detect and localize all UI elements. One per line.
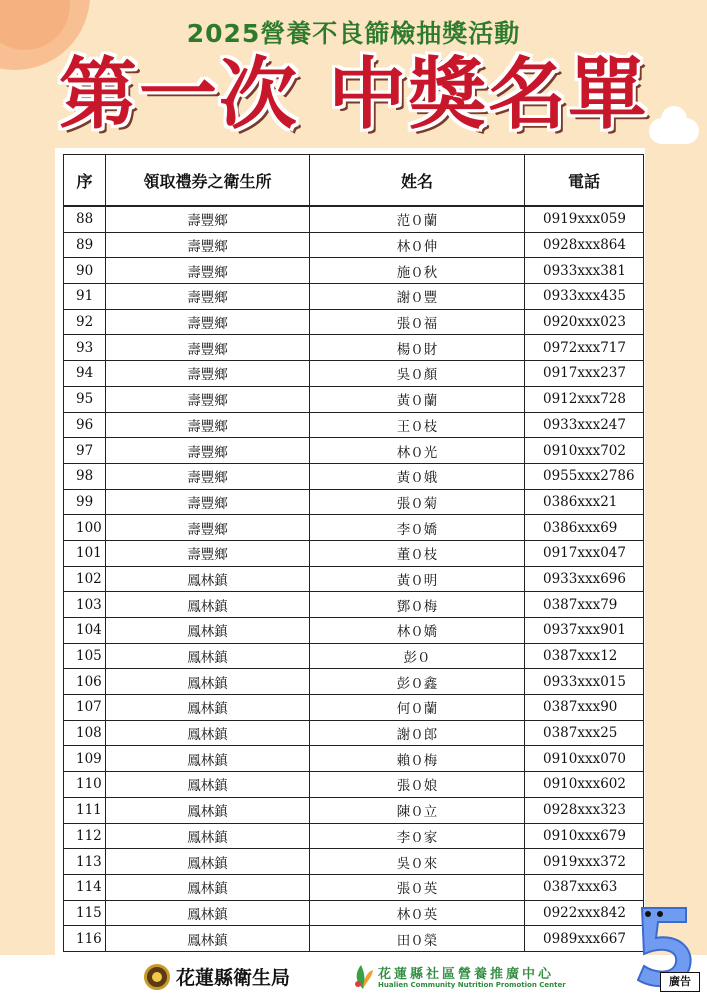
health-station-cell: 壽豐鄉 <box>106 284 310 310</box>
health-station-cell: 壽豐鄉 <box>106 206 310 232</box>
row-number: 113 <box>64 849 106 875</box>
column-header-phone: 電話 <box>525 155 644 207</box>
health-station-cell: 鳳林鎮 <box>106 592 310 618</box>
column-header-number: 序 <box>64 155 106 207</box>
row-number: 97 <box>64 438 106 464</box>
row-number: 108 <box>64 720 106 746</box>
table-row <box>64 438 644 464</box>
table-row <box>64 823 644 849</box>
winner-name-cell: 王０枝 <box>310 412 525 438</box>
health-station-cell: 壽豐鄉 <box>106 309 310 335</box>
table-row <box>64 669 644 695</box>
row-number: 111 <box>64 797 106 823</box>
health-station-cell: 壽豐鄉 <box>106 438 310 464</box>
row-number: 89 <box>64 232 106 258</box>
health-station-cell: 壽豐鄉 <box>106 386 310 412</box>
row-number: 106 <box>64 669 106 695</box>
row-number: 91 <box>64 284 106 310</box>
nutrition-center-name: 花蓮縣社區營養推廣中心 <box>378 967 555 982</box>
winner-name-cell: 彭０鑫 <box>310 669 525 695</box>
phone-cell: 0920xxx023 <box>525 309 644 335</box>
winner-name-cell: 謝０豐 <box>310 284 525 310</box>
row-number: 92 <box>64 309 106 335</box>
nutrition-center-english-name: Hualien Community Nutrition Promotion Center <box>378 981 566 989</box>
row-number: 90 <box>64 258 106 284</box>
winner-name-cell: 董０枝 <box>310 540 525 566</box>
table-row <box>64 258 644 284</box>
health-station-cell: 壽豐鄉 <box>106 515 310 541</box>
table-row <box>64 361 644 387</box>
table-row <box>64 540 644 566</box>
health-station-cell: 鳳林鎮 <box>106 720 310 746</box>
table-row <box>64 386 644 412</box>
row-number: 99 <box>64 489 106 515</box>
table-row <box>64 592 644 618</box>
winner-name-cell: 李０嬌 <box>310 515 525 541</box>
health-station-cell: 壽豐鄉 <box>106 463 310 489</box>
row-number: 105 <box>64 643 106 669</box>
row-number: 107 <box>64 695 106 721</box>
table-row <box>64 874 644 900</box>
health-station-cell: 鳳林鎮 <box>106 643 310 669</box>
phone-cell: 0972xxx717 <box>525 335 644 361</box>
winner-name-cell: 張０娘 <box>310 772 525 798</box>
winner-name-cell: 楊０財 <box>310 335 525 361</box>
winner-name-cell: 張０福 <box>310 309 525 335</box>
table-row <box>64 746 644 772</box>
phone-cell: 0919xxx372 <box>525 849 644 875</box>
page-title: 第一次 中獎名單 <box>58 50 649 140</box>
winner-name-cell: 林０英 <box>310 900 525 926</box>
row-number: 101 <box>64 540 106 566</box>
table-row <box>64 643 644 669</box>
phone-cell: 0937xxx901 <box>525 618 644 644</box>
phone-cell: 0933xxx435 <box>525 284 644 310</box>
winner-name-cell: 林０嬌 <box>310 618 525 644</box>
phone-cell: 0387xxx12 <box>525 643 644 669</box>
table-row <box>64 206 644 232</box>
health-station-cell: 鳳林鎮 <box>106 695 310 721</box>
health-station-cell: 鳳林鎮 <box>106 566 310 592</box>
row-number: 93 <box>64 335 106 361</box>
table-row <box>64 926 644 952</box>
row-number: 94 <box>64 361 106 387</box>
winner-name-cell: 張０英 <box>310 874 525 900</box>
winner-name-cell: 吳０顏 <box>310 361 525 387</box>
phone-cell: 0387xxx25 <box>525 720 644 746</box>
health-bureau-emblem-icon <box>144 964 170 990</box>
winner-name-cell: 李０家 <box>310 823 525 849</box>
event-subtitle: 2025營養不良篩檢抽獎活動 <box>186 19 521 48</box>
winner-name-cell: 林０伸 <box>310 232 525 258</box>
phone-cell: 0387xxx63 <box>525 874 644 900</box>
phone-cell: 0910xxx679 <box>525 823 644 849</box>
table-row <box>64 772 644 798</box>
winner-name-cell: 田０榮 <box>310 926 525 952</box>
health-station-cell: 鳳林鎮 <box>106 669 310 695</box>
phone-cell: 0910xxx070 <box>525 746 644 772</box>
row-number: 116 <box>64 926 106 952</box>
health-station-cell: 鳳林鎮 <box>106 772 310 798</box>
table-row <box>64 232 644 258</box>
winner-name-cell: 陳０立 <box>310 797 525 823</box>
phone-cell: 0989xxx667 <box>525 926 644 952</box>
phone-cell: 0917xxx047 <box>525 540 644 566</box>
health-station-cell: 壽豐鄉 <box>106 412 310 438</box>
row-number: 104 <box>64 618 106 644</box>
phone-cell: 0928xxx864 <box>525 232 644 258</box>
health-station-cell: 壽豐鄉 <box>106 258 310 284</box>
phone-cell: 0386xxx21 <box>525 489 644 515</box>
health-station-cell: 鳳林鎮 <box>106 849 310 875</box>
phone-cell: 0387xxx90 <box>525 695 644 721</box>
leaf-logo-icon <box>352 962 374 990</box>
winner-name-cell: 林０光 <box>310 438 525 464</box>
health-station-cell: 鳳林鎮 <box>106 746 310 772</box>
health-station-cell: 鳳林鎮 <box>106 823 310 849</box>
phone-cell: 0910xxx702 <box>525 438 644 464</box>
health-station-cell: 鳳林鎮 <box>106 900 310 926</box>
health-station-cell: 壽豐鄉 <box>106 232 310 258</box>
row-number: 102 <box>64 566 106 592</box>
health-station-cell: 壽豐鄉 <box>106 361 310 387</box>
winner-name-cell: 施０秋 <box>310 258 525 284</box>
row-number: 95 <box>64 386 106 412</box>
column-header-name: 姓名 <box>310 155 525 207</box>
phone-cell: 0955xxx2786 <box>525 463 644 489</box>
winner-name-cell: 張０菊 <box>310 489 525 515</box>
health-station-cell: 壽豐鄉 <box>106 335 310 361</box>
table-row <box>64 900 644 926</box>
row-number: 109 <box>64 746 106 772</box>
table-header-row <box>64 155 644 207</box>
phone-cell: 0933xxx381 <box>525 258 644 284</box>
winner-name-cell: 彭０ <box>310 643 525 669</box>
row-number: 100 <box>64 515 106 541</box>
winner-name-cell: 何０蘭 <box>310 695 525 721</box>
row-number: 103 <box>64 592 106 618</box>
winners-table-body <box>64 206 644 951</box>
table-row <box>64 797 644 823</box>
phone-cell: 0928xxx323 <box>525 797 644 823</box>
row-number: 112 <box>64 823 106 849</box>
winner-name-cell: 賴０梅 <box>310 746 525 772</box>
phone-cell: 0933xxx015 <box>525 669 644 695</box>
winner-name-cell: 吳０來 <box>310 849 525 875</box>
winner-name-cell: 黃０蘭 <box>310 386 525 412</box>
table-row <box>64 566 644 592</box>
health-station-cell: 壽豐鄉 <box>106 489 310 515</box>
table-row <box>64 489 644 515</box>
phone-cell: 0933xxx247 <box>525 412 644 438</box>
table-row <box>64 618 644 644</box>
winners-table <box>63 154 644 952</box>
phone-cell: 0910xxx602 <box>525 772 644 798</box>
table-row <box>64 695 644 721</box>
phone-cell: 0933xxx696 <box>525 566 644 592</box>
table-row <box>64 335 644 361</box>
health-station-cell: 壽豐鄉 <box>106 540 310 566</box>
health-station-cell: 鳳林鎮 <box>106 797 310 823</box>
row-number: 114 <box>64 874 106 900</box>
phone-cell: 0917xxx237 <box>525 361 644 387</box>
phone-cell: 0386xxx69 <box>525 515 644 541</box>
phone-cell: 0387xxx79 <box>525 592 644 618</box>
table-row <box>64 412 644 438</box>
winner-name-cell: 謝０郎 <box>310 720 525 746</box>
table-row <box>64 463 644 489</box>
winner-name-cell: 鄧０梅 <box>310 592 525 618</box>
health-station-cell: 鳳林鎮 <box>106 874 310 900</box>
row-number: 110 <box>64 772 106 798</box>
row-number: 98 <box>64 463 106 489</box>
table-row <box>64 849 644 875</box>
phone-cell: 0912xxx728 <box>525 386 644 412</box>
table-row <box>64 515 644 541</box>
table-row <box>64 720 644 746</box>
row-number: 88 <box>64 206 106 232</box>
phone-cell: 0919xxx059 <box>525 206 644 232</box>
health-bureau-name: 花蓮縣衛生局 <box>176 967 291 989</box>
phone-cell: 0922xxx842 <box>525 900 644 926</box>
column-header-health-station: 領取禮券之衛生所 <box>106 155 310 207</box>
row-number: 115 <box>64 900 106 926</box>
health-station-cell: 鳳林鎮 <box>106 618 310 644</box>
ad-label-badge: 廣告 <box>660 972 700 992</box>
winner-name-cell: 范０蘭 <box>310 206 525 232</box>
winner-name-cell: 黃０明 <box>310 566 525 592</box>
table-row <box>64 309 644 335</box>
health-station-cell: 鳳林鎮 <box>106 926 310 952</box>
table-row <box>64 284 644 310</box>
winner-name-cell: 黃０娥 <box>310 463 525 489</box>
row-number: 96 <box>64 412 106 438</box>
